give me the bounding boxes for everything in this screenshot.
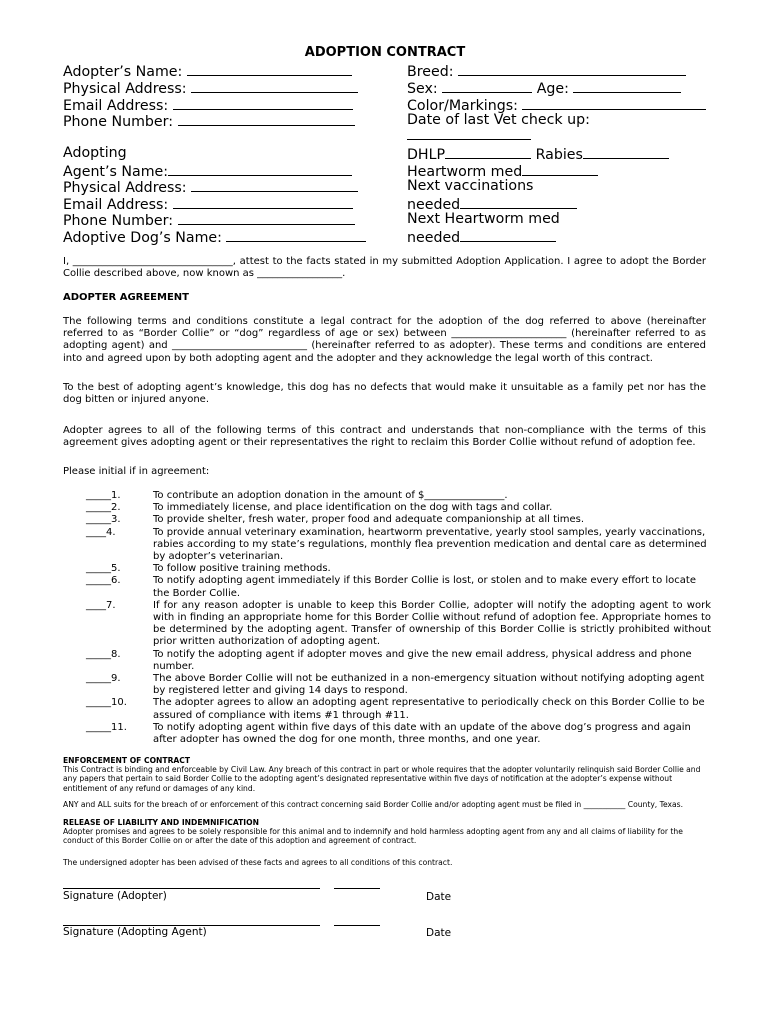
agent-phone-line[interactable] (178, 211, 355, 225)
sex-age-field (407, 79, 681, 98)
list-item (86, 490, 711, 502)
breed-field (407, 62, 686, 81)
dog-name-label: Adoptive Dog’s Name: (63, 230, 227, 246)
list-item (86, 575, 711, 599)
adopter-address-line[interactable] (191, 79, 358, 93)
item-text: To notify adopting agent immediately if this Border Collie is lost, or stolen and to make every effort to locate the Border Collie. (153, 575, 696, 599)
item-text: To provide annual veterinary examination, heartworm preventative, yearly stool samples, yearly vaccinations, rabies according to my state’s regulations, monthly flea prevention medication and dental care as determined by adopter’s veterinarian. (153, 526, 707, 563)
agent-signature-label: Signature (Adopting Agent) (63, 926, 207, 938)
heartworm-med-label: Heartworm med (407, 164, 523, 180)
item-initial-line[interactable]: _____2. (86, 502, 121, 514)
agent-phone-field (63, 211, 355, 230)
adopter-phone-label: Phone Number: (63, 114, 178, 130)
agent-address-field (63, 178, 358, 197)
agent-name-line[interactable] (168, 162, 352, 176)
list-item (86, 514, 711, 526)
item-initial-line[interactable]: ____7. (86, 599, 116, 611)
agent-name-label: Agent’s Name: (63, 164, 169, 180)
list-item (86, 649, 711, 673)
release-text: Adopter promises and agrees to be solely responsible for this animal and to indemnify and hold harmless adopting agent from any and all claims of liability for the conduct of this Border Collie on or after the date of this adoption and agreement of contract. (63, 827, 683, 846)
vet-checkup-field (407, 112, 590, 129)
vet-checkup-line-row (407, 128, 531, 145)
dog-name-field (63, 228, 366, 247)
enforcement-text: This Contract is binding and enforceable by Civil Law. Any breach of this contract in part or whole requires that the adopter voluntarily relinquish said Border Collie and any papers that pertain to said Border Collie to the adopting agent’s designated representative within five days of notification at the adopter’s expense without entitlement of any refund or damages of any kind. (63, 765, 701, 793)
dhlp-rabies-field (407, 145, 669, 164)
adopter-email-label: Email Address: (63, 98, 173, 114)
rabies-line[interactable] (583, 145, 669, 159)
sex-label: Sex: (407, 81, 443, 97)
agent-address-line[interactable] (191, 178, 358, 192)
adopting-label: Adopting (63, 145, 127, 161)
agent-email-label: Email Address: (63, 197, 173, 213)
list-item (86, 722, 711, 746)
adopter-name-line[interactable] (187, 62, 352, 76)
sex-line[interactable] (442, 79, 532, 93)
vet-checkup-line[interactable] (407, 135, 531, 140)
enforcement-heading: ENFORCEMENT OF CONTRACT (63, 756, 191, 765)
item-text: To follow positive training methods. (153, 563, 331, 575)
adopting-label-row (63, 145, 127, 162)
list-item (86, 527, 711, 564)
adopter-address-label: Physical Address: (63, 81, 192, 97)
dhlp-line[interactable] (445, 145, 531, 159)
list-item (86, 673, 711, 697)
advised-text: The undersigned adopter has been advised of these facts and agrees to all conditions of this contract. (63, 858, 453, 867)
adopter-phone-field (63, 112, 355, 131)
adopter-signature-label: Signature (Adopter) (63, 890, 167, 902)
item-text: To notify the adopting agent if adopter moves and give the new email address, physical address and phone number. (153, 648, 692, 672)
heartworm-needed-label: needed (407, 230, 461, 246)
terms-paragraph: The following terms and conditions constitute a legal contract for the adoption of the dog referred to above (hereinafter referred to as “Border Collie” or “dog” regardless of age or sex) between _______________________ (hereinafter referred to as adopting agent) and ___________________________ (hereinafter referred to as adopter). These terms and conditions are entered into and agreed upon by both adopting agent and the adopter and they acknowledge the legal worth of this contract. (63, 316, 706, 364)
item-text: To provide shelter, fresh water, proper food and adequate companionship at all times. (153, 514, 585, 526)
agreement-items-list (86, 490, 711, 746)
item-text: To notify adopting agent within five days of this date with an update of the above dog’s progress and again after adopter has owned the dog for one month, three months, and one year. (153, 721, 691, 746)
adopter-date-line[interactable] (334, 888, 380, 889)
item-initial-line[interactable]: _____9. (86, 673, 121, 685)
agent-date-label: Date (426, 927, 452, 939)
rabies-label: Rabies (535, 147, 583, 163)
next-heartworm-label: Next Heartworm med (407, 211, 560, 227)
no-defects-paragraph: To the best of adopting agent’s knowledge, this dog has no defects that would make it unsuitable as a family pet nor has the dog bitten or injured anyone. (63, 382, 706, 406)
item-initial-line[interactable]: ____4. (86, 526, 116, 538)
item-text: The above Border Collie will not be euthanized in a non-emergency situation without notifying adopting agent by registered letter and giving 14 days to respond. (153, 673, 705, 697)
next-heartworm-row (407, 211, 560, 228)
item-text: To contribute an adoption donation in the amount of $________________. (153, 490, 508, 501)
item-initial-line[interactable]: _____3. (86, 514, 121, 526)
color-markings-line[interactable] (522, 96, 706, 110)
release-heading: RELEASE OF LIABILITY AND INDEMNIFICATION (63, 818, 259, 827)
compliance-paragraph: Adopter agrees to all of the following terms of this contract and understands that non-compliance with the terms of this agreement gives adopting agent or their representatives the right to reclaim this Border Collie without refund of adoption fee. (63, 425, 706, 449)
agent-date-line[interactable] (334, 925, 380, 926)
adopter-agreement-heading: ADOPTER AGREEMENT (63, 292, 189, 303)
breed-line[interactable] (458, 62, 686, 76)
initial-prompt: Please initial if in agreement: (63, 466, 210, 477)
next-vaccinations-label: Next vaccinations (407, 178, 534, 194)
dog-name-line[interactable] (226, 228, 366, 242)
heartworm-needed-field (407, 228, 556, 247)
dhlp-label: DHLP (407, 147, 446, 163)
item-initial-line[interactable]: _____5. (86, 563, 121, 575)
list-item (86, 600, 711, 649)
agent-email-line[interactable] (173, 195, 353, 209)
item-initial-line[interactable]: _____11. (86, 721, 127, 733)
page-title: ADOPTION CONTRACT (304, 45, 466, 60)
agent-address-label: Physical Address: (63, 180, 192, 196)
list-item (86, 502, 711, 514)
vaccinations-needed-line[interactable] (460, 195, 577, 209)
age-line[interactable] (573, 79, 681, 93)
agent-phone-label: Phone Number: (63, 213, 178, 229)
adopter-date-label: Date (426, 891, 452, 903)
adopter-name-field (63, 62, 352, 81)
suits-text: ANY and ALL suits for the breach of or enforcement of this contract concerning said Border Collie and/or adopting agent must be filed in ___________ County, Texas. (63, 800, 684, 809)
list-item (86, 563, 711, 575)
item-text: The adopter agrees to allow an adopting agent representative to periodically check on this Border Collie to be assured of compliance with items #1 through #11. (153, 697, 705, 721)
next-vaccinations-row (407, 178, 533, 195)
age-label: Age: (536, 81, 574, 97)
heartworm-needed-line[interactable] (460, 228, 556, 242)
adopter-signature-line[interactable] (63, 888, 320, 889)
vaccinations-needed-label: needed (407, 197, 461, 213)
breed-label: Breed: (407, 64, 459, 80)
color-markings-label: Color/Markings: (407, 98, 523, 114)
item-initial-line[interactable]: _____6. (86, 575, 121, 587)
attest-paragraph: I, ________________________________, attest to the facts stated in my submitted Adoption Application. I agree to adopt the Border Collie described above, now known as _________________. (63, 256, 706, 280)
adopter-address-field (63, 79, 358, 98)
item-initial-line[interactable]: _____10. (86, 697, 127, 709)
heartworm-med-line[interactable] (522, 162, 598, 176)
adopter-phone-line[interactable] (178, 112, 355, 126)
adopter-name-label: Adopter’s Name: (63, 64, 187, 80)
item-text: To immediately license, and place identification on the dog with tags and collar. (153, 502, 553, 514)
adopter-email-line[interactable] (173, 96, 353, 110)
item-initial-line[interactable]: _____1. (86, 490, 121, 501)
item-initial-line[interactable]: _____8. (86, 648, 121, 660)
list-item (86, 697, 711, 721)
vet-checkup-label: Date of last Vet check up: (407, 112, 590, 128)
item-text: If for any reason adopter is unable to keep this Border Collie, adopter will notify the adopting agent to work with in finding an appropriate home for this Border Collie without refund of adoption fee. Appropriate homes to be determined by the adopting agent. Transfer of ownership of this Border Collie is strictly prohibited without prior written authorization of adopting agent. (153, 599, 711, 648)
